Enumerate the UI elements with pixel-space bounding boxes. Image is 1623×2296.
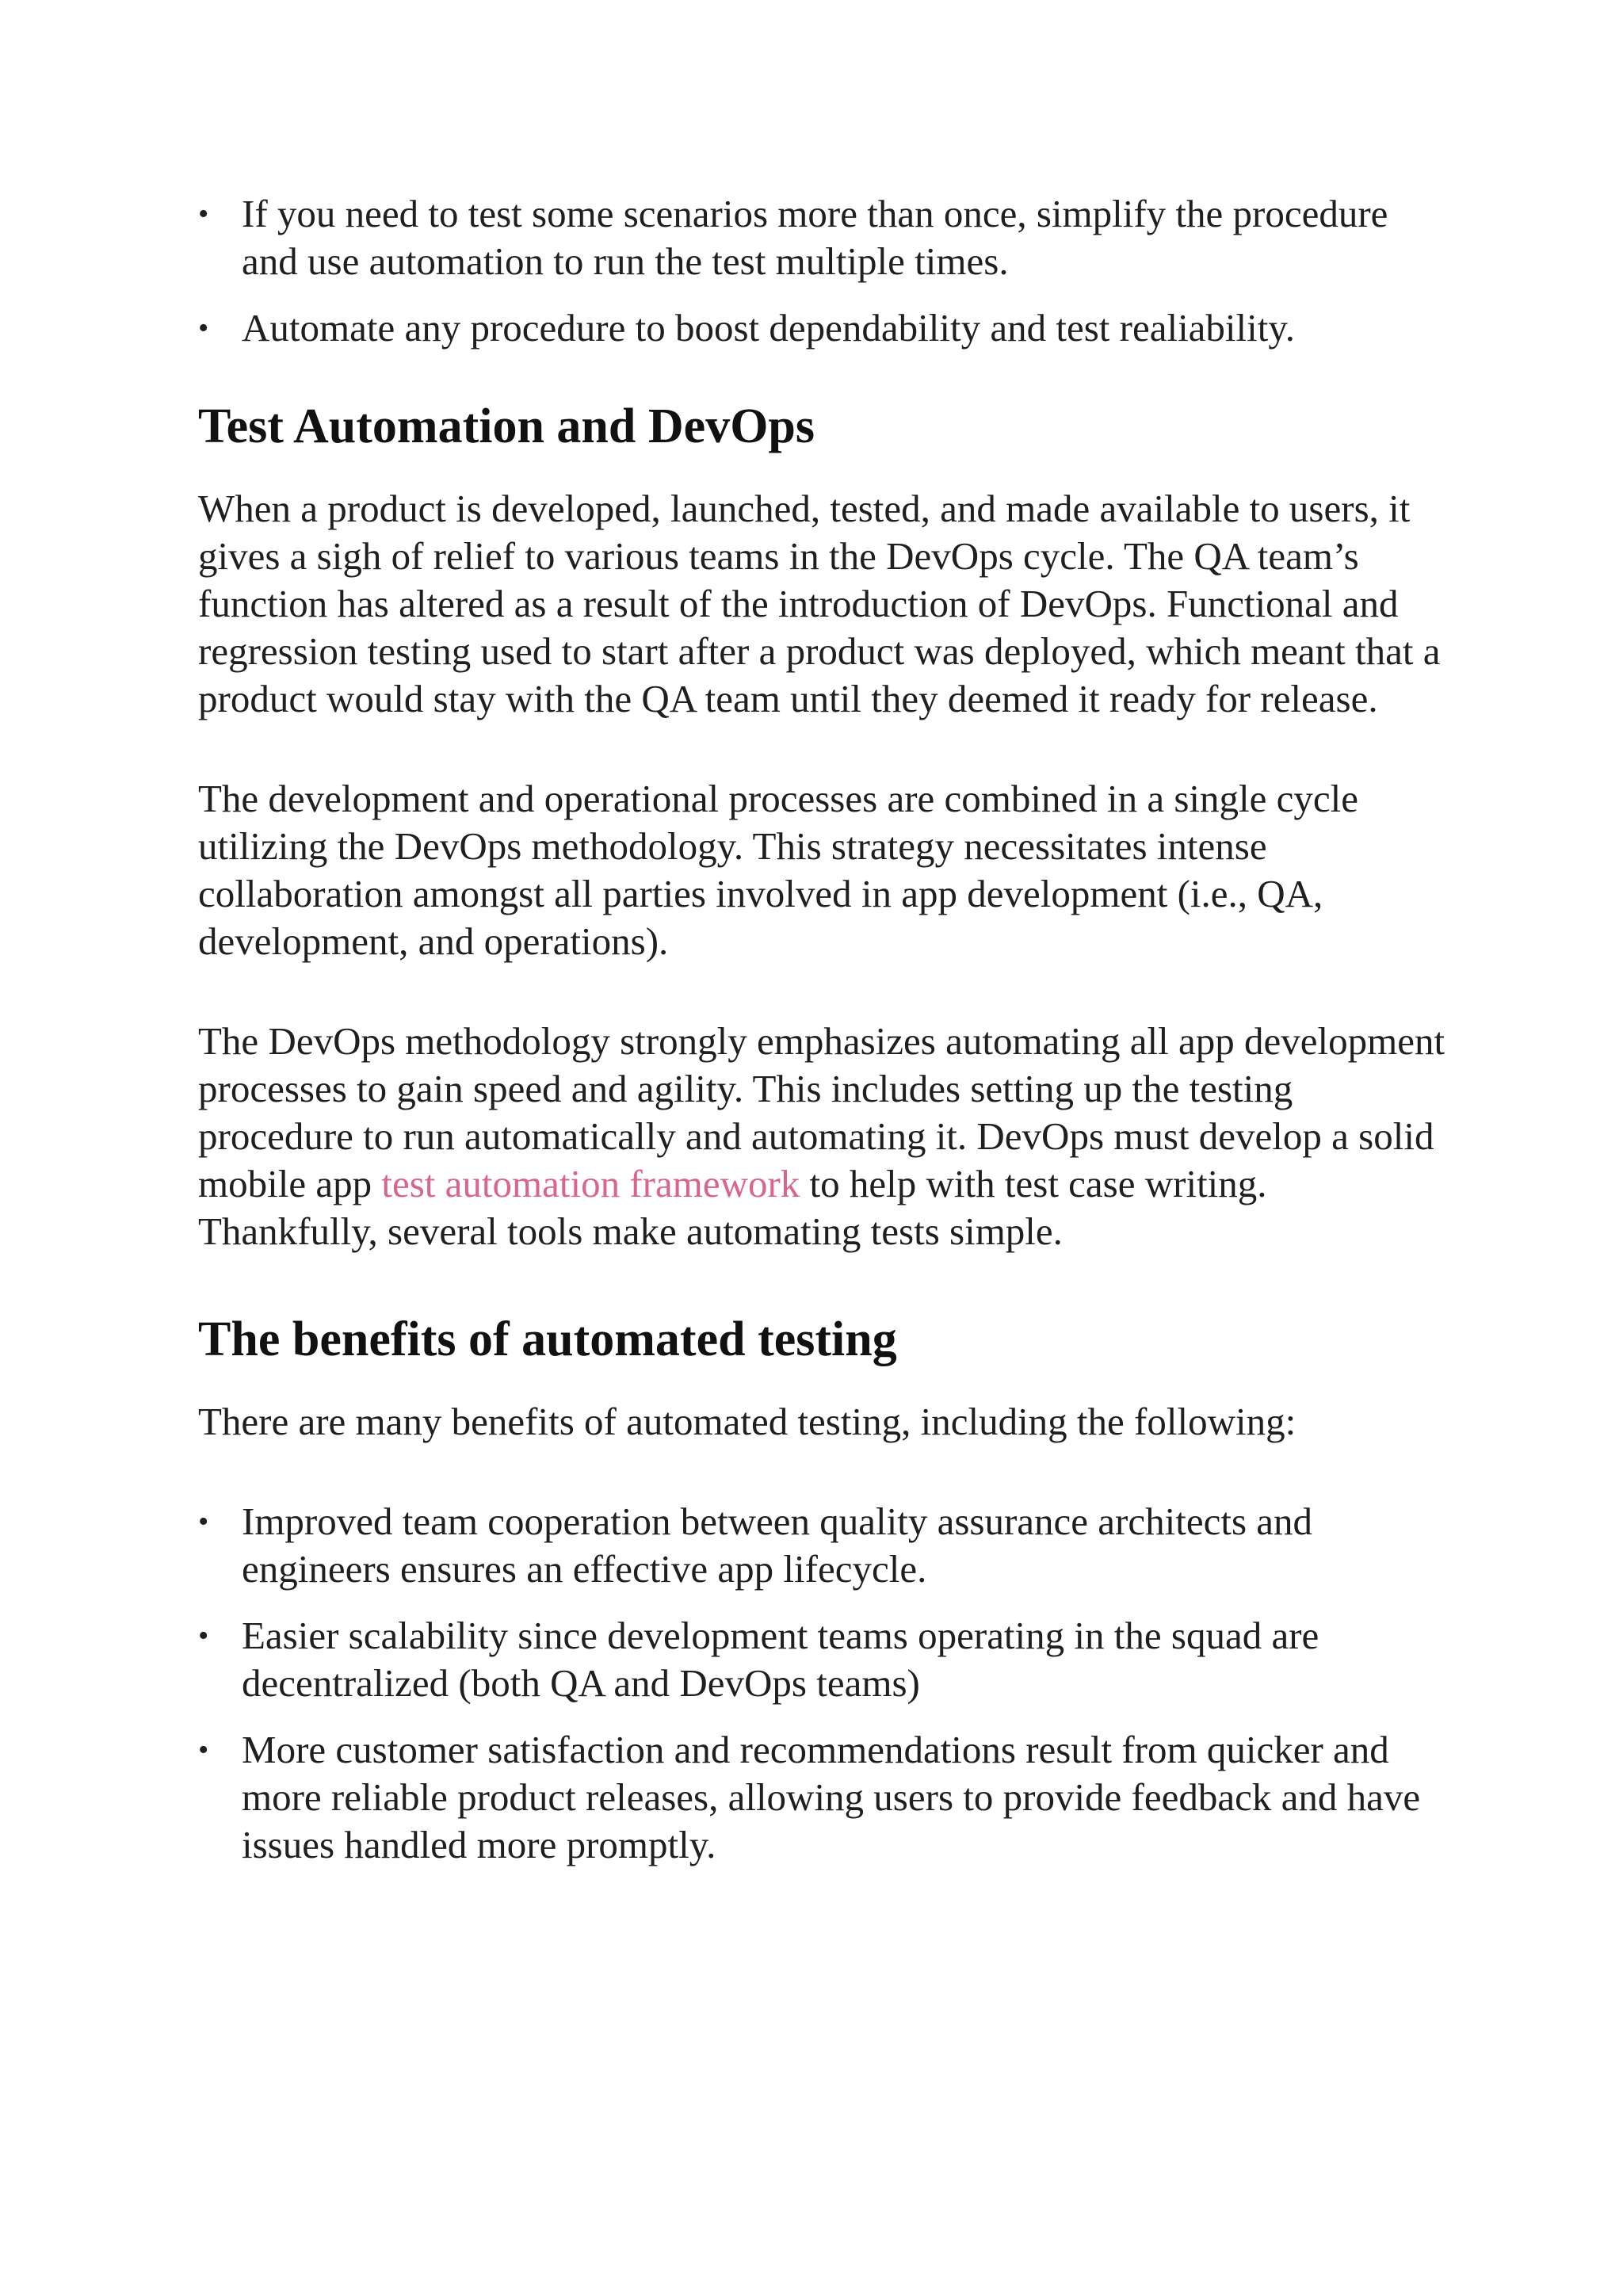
paragraph-benefits-intro: There are many benefits of automated testing, including the following:	[198, 1400, 1296, 1443]
intro-bullet-list	[198, 190, 1450, 352]
list-item-text: Easier scalability since development teams operating in the squad are decentralized (both QA and DevOps teams)	[242, 1614, 1319, 1705]
list-item	[198, 1498, 1450, 1593]
bullet-glyph: •	[198, 1733, 209, 1767]
test-automation-framework-link[interactable]: test automation framework	[381, 1162, 800, 1205]
bullet-glyph: •	[198, 1619, 209, 1652]
bullet-glyph: •	[198, 197, 209, 231]
document-page	[198, 190, 1450, 1888]
bullet-glyph: •	[198, 311, 209, 345]
paragraph-devops-intro: When a product is developed, launched, tested, and made available to users, it gives a sigh of relief to various teams in the DevOps cycle. The QA team’s function has altered as a result of the introduction of DevOps. Functional and regression testing used to start after a product was deployed, which meant that a product would stay with the QA team until they deemed it ready for release.	[198, 487, 1441, 720]
list-item	[198, 190, 1450, 285]
paragraph-text-after-link: to help with test case writing. Thankfully, several tools make automating tests simple.	[198, 1162, 1267, 1253]
section-heading-benefits: The benefits of automated testing	[198, 1312, 897, 1366]
paragraph-text-before-link: The DevOps methodology strongly emphasizes automating all app development processes to gain speed and agility. This includes setting up the testing procedure to run automatically and automating it. DevOps must develop a solid mobile app	[198, 1019, 1445, 1205]
list-item-text: More customer satisfaction and recommendations result from quicker and more reliable product releases, allowing users to provide feedback and have issues handled more promptly.	[242, 1728, 1421, 1866]
section-heading-test-automation-devops: Test Automation and DevOps	[198, 399, 815, 453]
list-item	[198, 1612, 1450, 1707]
paragraph-devops-collaboration: The development and operational processes are combined in a single cycle utilizing the DevOps methodology. This strategy necessitates intense collaboration amongst all parties involved in app development (i.e., QA, development, and operations).	[198, 777, 1358, 963]
list-item-text: Improved team cooperation between quality assurance architects and engineers ensures an effective app lifecycle.	[242, 1499, 1313, 1591]
benefits-bullet-list	[198, 1498, 1450, 1869]
list-item	[198, 304, 1450, 352]
list-item	[198, 1726, 1450, 1869]
list-item-text: Automate any procedure to boost dependability and test realiability.	[242, 306, 1295, 350]
list-item-text: If you need to test some scenarios more than once, simplify the procedure and use automation to run the test multiple times.	[242, 192, 1388, 283]
bullet-glyph: •	[198, 1505, 209, 1538]
paragraph-devops-automation	[198, 1018, 1450, 1255]
